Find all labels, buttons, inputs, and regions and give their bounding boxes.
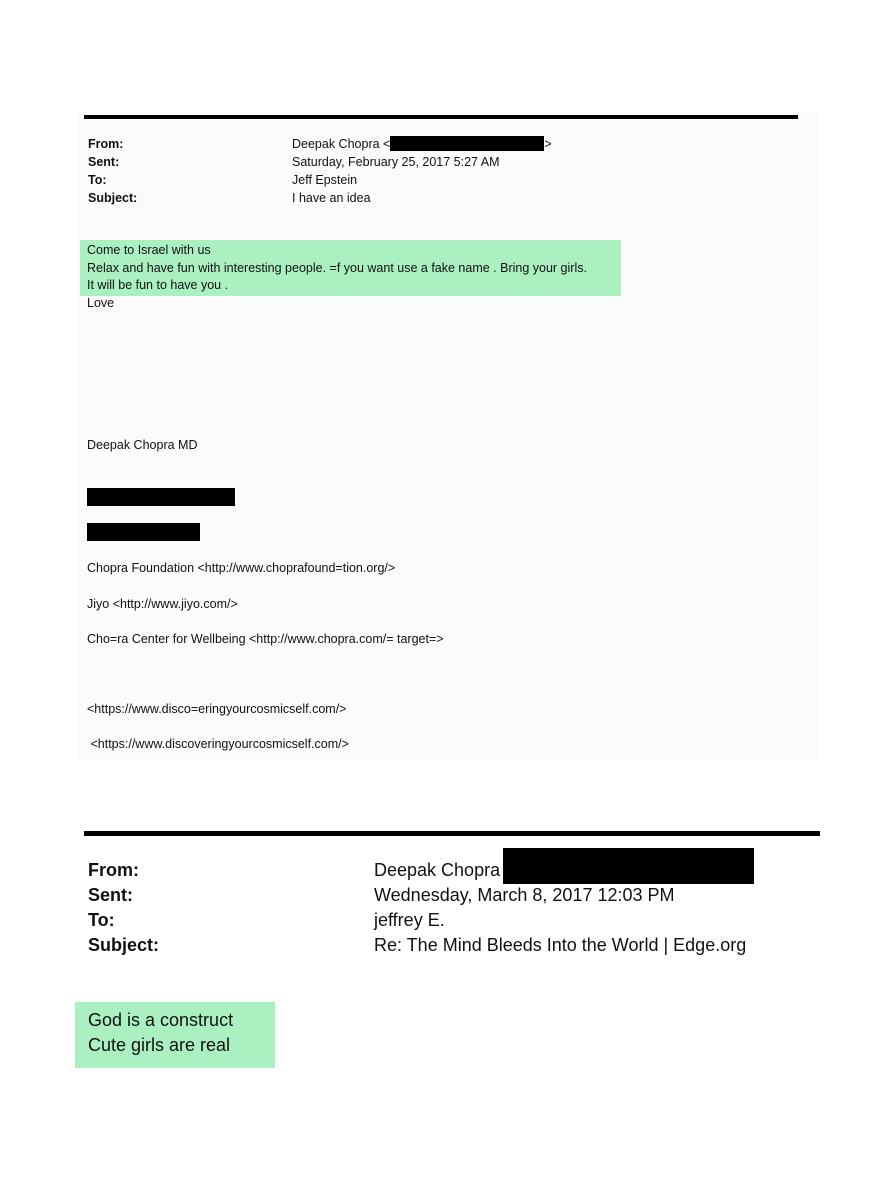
subject-row [88,189,552,207]
body-line: Relax and have fun with interesting people. =f you want use a fake name . Bring your girls. [87,260,587,275]
sent-label: Sent: [88,885,133,905]
from-value: Deepak Chopra < > [292,137,552,151]
redacted-email-address [503,848,754,884]
subject-row [88,933,746,958]
email-1-header [88,135,552,207]
from-value: Deepak Chopra [374,860,501,880]
closing: Love [87,295,115,310]
sent-label: Sent: [88,155,120,169]
sent-value: Wednesday, March 8, 2017 12:03 PM [374,885,675,905]
email-1-separator [84,115,798,119]
from-label: From: [88,137,124,151]
link-chopra-foundation[interactable]: Chopra Foundation <http://www.choprafound=tion.org/> [87,561,396,575]
subject-label: Subject: [88,935,160,955]
subject-value: I have an idea [292,191,371,205]
subject-label: Subject: [88,191,138,205]
redacted-block [87,488,235,506]
to-label: To: [88,173,107,187]
link-chopra-center[interactable]: Cho=ra Center for Wellbeing <http://www.chopra.com/= target=> [87,632,444,646]
link-cosmic-self-2[interactable]: <https://www.discoveringyourcosmicself.com/> [87,737,349,751]
body-line: God is a construct [88,1010,234,1030]
email-2-separator [84,831,820,836]
body-line: Cute girls are real [88,1035,231,1055]
to-value: Jeff Epstein [292,173,358,187]
email-1-body [87,242,587,312]
link-jiyo[interactable]: Jiyo <http://www.jiyo.com/> [87,597,238,611]
subject-value: Re: The Mind Bleeds Into the World | Edge.org [374,935,747,955]
redacted-email-address [390,136,544,151]
sent-row [88,883,746,908]
to-row [88,171,552,189]
to-label: To: [88,910,115,930]
body-line: It will be fun to have you . [87,278,229,292]
from-row [88,135,552,153]
email-1-panel [78,112,818,760]
signature-name: Deepak Chopra MD [87,438,198,452]
redacted-block [87,523,200,541]
to-row [88,908,746,933]
link-cosmic-self-1[interactable]: <https://www.disco=eringyourcosmicself.com/> [87,702,347,716]
sent-row [88,153,552,171]
to-value: jeffrey E. [374,910,445,930]
body-line: Come to Israel with us [87,243,211,257]
from-label: From: [88,860,139,880]
sent-value: Saturday, February 25, 2017 5:27 AM [292,155,500,169]
email-2-body [88,1008,233,1058]
